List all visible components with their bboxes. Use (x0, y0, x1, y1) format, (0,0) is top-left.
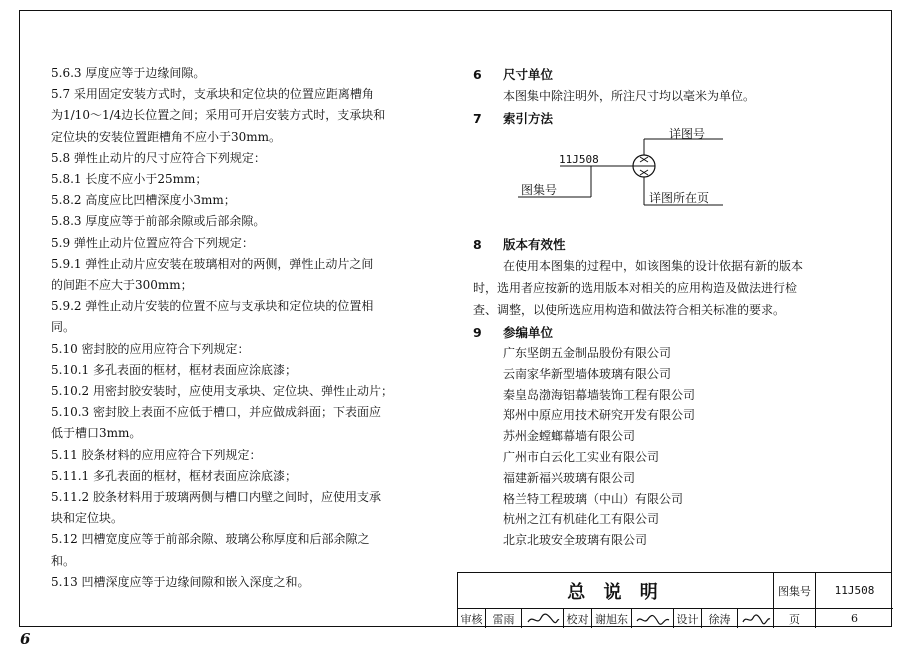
section-8-line: 时，选用者应按新的选用版本对相关的应用构造及做法进行检 (473, 281, 798, 295)
design-label: 设计 (674, 609, 702, 628)
designer-name: 徐涛 (702, 609, 738, 628)
section-number: 9 (473, 324, 482, 340)
participating-units-list (473, 343, 873, 551)
text-line: 5.9 弹性止动片位置应符合下列规定： (51, 235, 254, 250)
text-line: 5.10.2 用密封胶安装时，应使用支承块、定位块、弹性止动片； (51, 384, 393, 399)
list-item: 北京北玻安全玻璃有限公司 (503, 533, 648, 548)
section-number: 6 (473, 66, 482, 82)
reviewer-name: 雷雨 (486, 609, 522, 628)
text-line: 块和定位块。 (51, 511, 124, 526)
right-column (473, 63, 873, 551)
review-label: 审核 (458, 609, 486, 628)
page-label: 页 (774, 609, 816, 628)
signature-mark (740, 612, 772, 626)
text-line: 5.11 胶条材料的应用应符合下列规定： (51, 447, 262, 462)
text-line: 5.7 采用固定安装方式时，支承块和定位块的位置应距离槽角 (51, 87, 374, 102)
text-line: 5.9.1 弹性止动片应安装在玻璃相对的两侧，弹性止动片之间 (51, 256, 374, 271)
signature-mark (634, 612, 672, 626)
text-line: 5.9.2 弹性止动片安装的位置不应与支承块和定位块的位置相 (51, 299, 374, 314)
section-8-line: 在使用本图集的过程中，如该图集的设计依据有新的版本 (503, 259, 804, 273)
atlas-code-label: 11J508 (559, 153, 599, 166)
text-line: 5.11.1 多孔表面的框材，框材表面应涂底漆； (51, 468, 297, 483)
text-line: 和。 (51, 553, 76, 568)
section-number: 7 (473, 110, 482, 126)
list-item: 广州市白云化工实业有限公司 (503, 449, 660, 464)
left-column (51, 63, 439, 593)
text-line: 5.10.3 密封胶上表面不应低于槽口，并应做成斜面；下表面应 (51, 405, 381, 420)
section-9-heading (473, 321, 873, 343)
text-line: 低于槽口3mm。 (51, 426, 142, 441)
drawing-title: 总 说 明 (458, 573, 774, 609)
list-item: 福建新福兴玻璃有限公司 (503, 470, 636, 485)
section-6-heading (473, 63, 873, 85)
section-title: 版本有效性 (503, 237, 566, 252)
list-item: 秦皇岛渤海铝幕墙装饰工程有限公司 (503, 387, 696, 402)
check-label: 校对 (564, 609, 592, 628)
text-line: 5.8 弹性止动片的尺寸应符合下列规定： (51, 150, 266, 165)
list-item: 杭州之江有机硅化工有限公司 (503, 512, 660, 527)
section-title: 索引方法 (503, 111, 554, 126)
text-line: 5.12 凹槽宽度应等于前部余隙、玻璃公称厚度和后部余隙之 (51, 532, 370, 547)
text-line: 为1/10～1/4边长位置之间；采用可开启安装方式时，支承块和 (51, 108, 386, 123)
list-item: 郑州中原应用技术研究开发有限公司 (503, 408, 696, 423)
list-item: 格兰特工程玻璃（中山）有限公司 (503, 491, 684, 506)
signature-mark (525, 612, 561, 626)
text-line: 5.13 凹槽深度应等于边缘间隙和嵌入深度之和。 (51, 574, 310, 589)
list-item: 广东坚朗五金制品股份有限公司 (503, 346, 672, 360)
text-line: 5.6.3 厚度应等于边缘间隙。 (51, 66, 206, 80)
text-line: 5.10 密封胶的应用应符合下列规定： (51, 341, 250, 356)
atlas-number-label: 图集号 (521, 183, 558, 197)
index-method-diagram (473, 129, 873, 233)
text-line: 5.11.2 胶条材料用于玻璃两侧与槽口内壁之间时，应使用支承 (51, 490, 381, 505)
section-6-text: 本图集中除注明外，所注尺寸均以毫米为单位。 (503, 89, 756, 103)
checker-signature (632, 609, 674, 628)
detail-number-label: 详图号 (669, 127, 706, 141)
text-line: 同。 (51, 320, 76, 335)
atlas-no-value: 11J508 (816, 573, 893, 609)
list-item: 苏州金螳螂幕墙有限公司 (503, 429, 636, 444)
text-line: 5.8.1 长度不应小于25mm； (51, 172, 208, 187)
section-title: 尺寸单位 (503, 67, 554, 82)
list-item: 云南家华新型墙体玻璃有限公司 (503, 366, 672, 381)
text-line: 5.10.1 多孔表面的框材，框材表面应涂底漆； (51, 362, 297, 377)
checker-name: 谢旭东 (592, 609, 632, 628)
reviewer-signature (522, 609, 564, 628)
page-number: 6 (20, 630, 31, 648)
designer-signature (738, 609, 774, 628)
detail-page-label: 详图所在页 (649, 191, 710, 205)
text-line: 5.8.3 厚度应等于前部余隙或后部余隙。 (51, 214, 266, 229)
section-8-heading (473, 233, 873, 255)
text-line: 5.8.2 高度应比凹槽深度小3mm； (51, 193, 236, 208)
text-line: 的间距不应大于300mm； (51, 278, 193, 293)
text-line: 定位块的安装位置距槽角不应小于30mm。 (51, 129, 282, 144)
title-block (457, 572, 892, 627)
section-8-line: 查、调整，以使所选应用构造和做法符合相关标准的要求。 (473, 303, 786, 317)
page-value: 6 (851, 612, 858, 625)
section-number: 8 (473, 236, 482, 252)
atlas-no-label: 图集号 (774, 573, 816, 609)
section-title: 参编单位 (503, 325, 554, 340)
